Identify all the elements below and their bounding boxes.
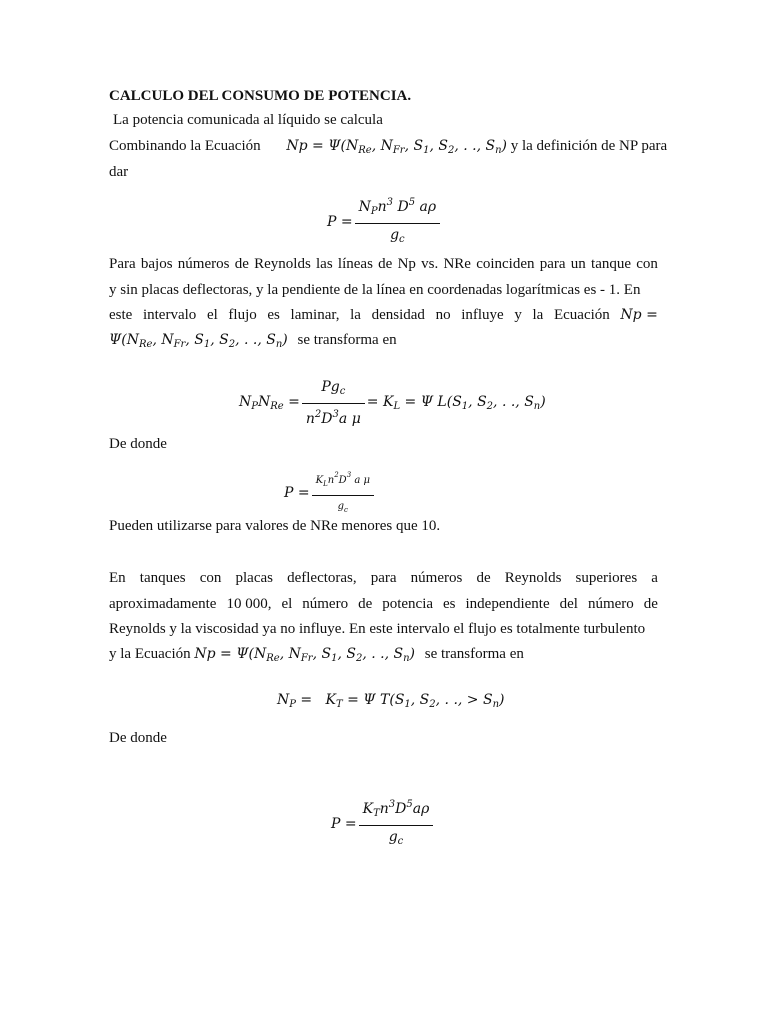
combining-trail: y la definición de NP para [510, 138, 668, 154]
word: a [651, 570, 658, 586]
word: Reynolds [254, 256, 311, 272]
word: la [350, 307, 361, 323]
word: el [281, 596, 293, 612]
combining-cont: dar [109, 164, 129, 180]
para1-line1 [109, 254, 658, 274]
np-equation-inline: $Np = \Psi(N_{Re}$, $N_{Fr}$, $S_1$, $S_2$, . ., $S_n$) [286, 138, 507, 156]
word: del [559, 596, 578, 612]
word: de [378, 256, 393, 272]
word: número [587, 596, 634, 612]
word: y [514, 307, 522, 323]
word: tanque [591, 256, 632, 272]
word: aproximadamente [109, 596, 217, 612]
word: Para [109, 256, 136, 272]
word: potencia [382, 596, 434, 612]
word: superiores [575, 570, 638, 586]
np-equation-inline-cont: $\Psi(N_{Re}$, $N_{Fr}$, $S_1$, $S_2$, . ., $S_n$) [109, 332, 288, 350]
word: 10 000, [226, 596, 272, 612]
power-equation-1: P = $\frac{N_Pn^3 D^5 a\rho}{g_c}$ [327, 194, 442, 249]
word: placas [235, 570, 273, 586]
laminar-equation: $N_PN_{Re}$ = $\frac{Pg_c}{n^2D^3a \mu}$ = $K_L = \Psi$ $L(S_1$, $S_2$, . ., $S_n$) [239, 379, 546, 427]
word: coinciden [476, 256, 535, 272]
para3-line4 [109, 644, 524, 669]
para3-line2 [109, 594, 658, 614]
para3-line4-lead: y la Ecuación [109, 646, 191, 662]
word: no [435, 307, 451, 323]
word: de [476, 570, 491, 586]
word: de [643, 596, 658, 612]
section-heading: CALCULO DEL CONSUMO DE POTENCIA. [109, 88, 412, 104]
word: flujo [228, 307, 257, 323]
word: números [410, 570, 463, 586]
combining-line [109, 136, 667, 161]
power-equation-laminar: P = $\frac{K_Ln^2D^3 a \mu}{g_c}$ [284, 466, 376, 519]
turbulent-equation: $N_P = K_T = \Psi$ $T(S_1$, $S_2$, . ., > $S_n$) [277, 692, 505, 710]
word: con [199, 570, 222, 586]
word: de [358, 596, 373, 612]
word: influye [461, 307, 504, 323]
word: Ecuación [553, 307, 610, 323]
word: el [206, 307, 218, 323]
word: deflectoras, [287, 570, 357, 586]
word: con [636, 256, 658, 272]
para3-line4-trail: se transforma en [424, 646, 524, 662]
word: es [443, 596, 456, 612]
word: En [109, 570, 126, 586]
word: la [532, 307, 544, 323]
word: número [302, 596, 349, 612]
word: intervalo [142, 307, 197, 323]
para1-line2: y sin placas deflectoras, y la pendiente de la línea en coordenadas logarítmicas es - 1. En [109, 282, 641, 298]
para1-line4 [109, 330, 397, 355]
word: es [267, 307, 280, 323]
word: un [570, 256, 586, 272]
word: de [234, 256, 249, 272]
word: líneas [337, 256, 373, 272]
word: para [539, 256, 566, 272]
word: bajos [140, 256, 173, 272]
word: Reynolds [504, 570, 562, 586]
power-equation-turbulent: P = $\frac{K_Tn^3D^5a\rho}{g_c}$ [331, 796, 435, 851]
word: las [316, 256, 333, 272]
para1-line4-trail: se transforma en [297, 332, 397, 348]
de-donde-1: De donde [109, 436, 167, 452]
word: densidad [371, 307, 425, 323]
combining-lead: Combinando la Ecuación [109, 138, 261, 154]
word: vs. [421, 256, 439, 272]
word: este [109, 307, 133, 323]
np-equation-inline-2: $Np = \Psi(N_{Re}$, $N_{Fr}$, $S_1$, $S_2$, . ., $S_n$) [194, 646, 415, 664]
np-equation-start: Np = [620, 307, 658, 323]
word: números [177, 256, 230, 272]
word: para [370, 570, 397, 586]
intro-line: La potencia comunicada al líquido se calcula [113, 112, 383, 128]
word: NRe [443, 256, 471, 272]
para1-line3 [109, 305, 658, 325]
de-donde-2: De donde [109, 730, 167, 746]
word: independiente [465, 596, 550, 612]
word: tanques [139, 570, 186, 586]
para3-line3: Reynolds y la viscosidad ya no influye. En este intervalo el flujo es totalmente turbulento [109, 621, 646, 637]
para2: Pueden utilizarse para valores de NRe menores que 10. [109, 518, 441, 534]
word: laminar, [290, 307, 340, 323]
word: Np [397, 256, 416, 272]
para3-line1 [109, 568, 658, 588]
